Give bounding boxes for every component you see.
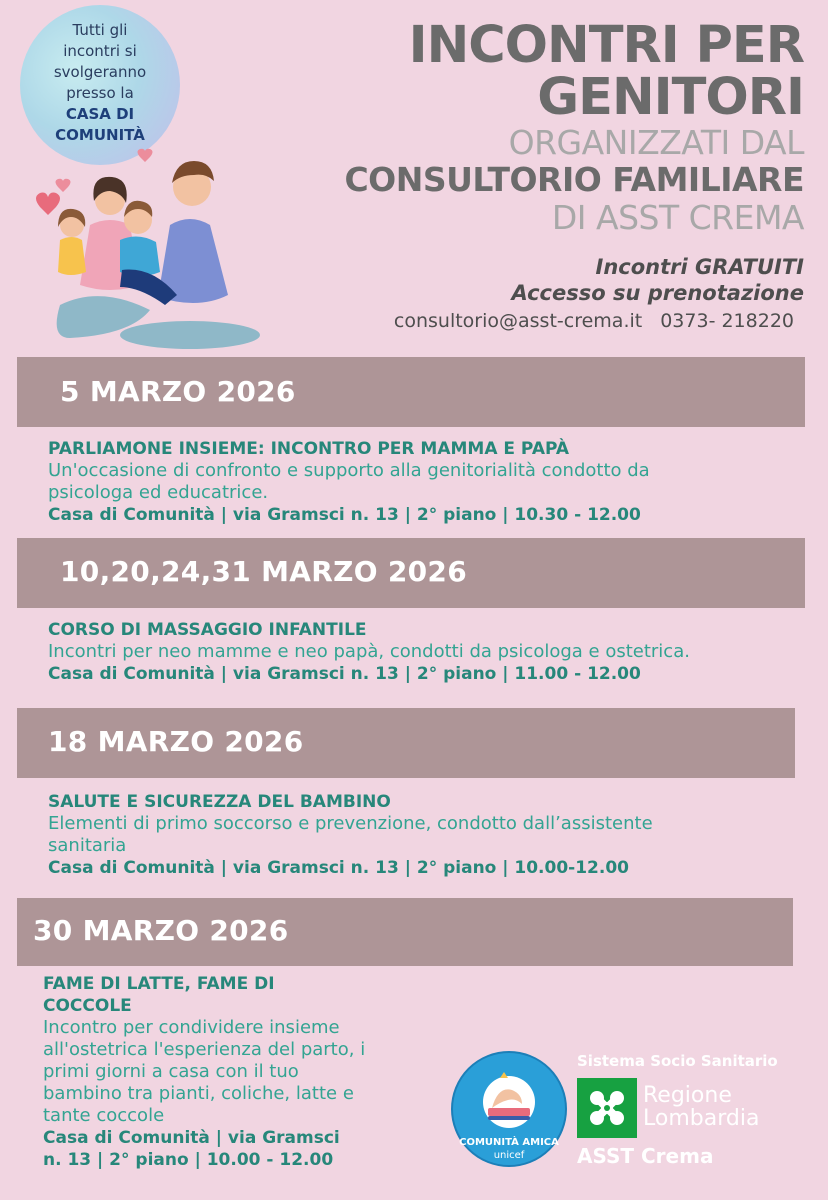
event-desc: Un'occasione di confronto e supporto alla genitorialità condotto da bbox=[48, 460, 650, 481]
main-title-line2: GENITORI bbox=[537, 68, 804, 127]
free-label: Incontri GRATUITI bbox=[595, 255, 804, 279]
bubble-line: svolgeranno bbox=[53, 63, 147, 81]
info-bubble-text bbox=[20, 20, 180, 146]
lombardia-rose-icon bbox=[577, 1078, 637, 1138]
event-block bbox=[48, 619, 818, 685]
event-date: 10,20,24,31 MARZO 2026 bbox=[60, 555, 467, 588]
bubble-line: presso la bbox=[66, 84, 134, 102]
event-location: Casa di Comunità | via Gramsci bbox=[43, 1128, 340, 1148]
event-block bbox=[48, 438, 818, 526]
bubble-strong: CASA DI bbox=[65, 105, 135, 123]
event-desc: tante coccole bbox=[43, 1105, 165, 1126]
event-desc: all'ostetrica l'esperienza del parto, i bbox=[43, 1039, 366, 1060]
event-date: 30 MARZO 2026 bbox=[33, 914, 289, 947]
asst-label: ASST Crema bbox=[577, 1144, 714, 1168]
contact-email[interactable]: consultorio@asst-crema.it bbox=[393, 310, 643, 332]
event-block bbox=[48, 791, 818, 879]
booking-label: Accesso su prenotazione bbox=[511, 281, 804, 305]
event-name: CORSO DI MASSAGGIO INFANTILE bbox=[48, 620, 367, 640]
family-illustration-icon bbox=[20, 145, 270, 355]
event-desc: primi giorni a casa con il tuo bbox=[43, 1061, 299, 1082]
sistema-label: Sistema Socio Sanitario bbox=[577, 1052, 778, 1070]
event-desc: Incontro per condividere insieme bbox=[43, 1017, 340, 1038]
event-desc: psicologa ed educatrice. bbox=[48, 482, 269, 503]
regione-lombardia-logo bbox=[575, 1050, 805, 1175]
event-desc: sanitaria bbox=[48, 835, 127, 856]
subtitle-line2: CONSULTORIO FAMILIARE bbox=[344, 160, 804, 199]
comunita-amica-logo-icon bbox=[450, 1050, 568, 1168]
event-location: Casa di Comunità | via Gramsci n. 13 | 2° piano | 11.00 - 12.00 bbox=[48, 664, 641, 684]
event-location: n. 13 | 2° piano | 10.00 - 12.00 bbox=[43, 1150, 334, 1170]
event-block bbox=[43, 973, 423, 1171]
subtitle-line3: DI ASST CREMA bbox=[551, 198, 804, 237]
event-desc: bambino tra pianti, coliche, latte e bbox=[43, 1083, 354, 1104]
regione-line1: Regione bbox=[643, 1083, 732, 1108]
free-info bbox=[511, 254, 804, 306]
event-name: FAME DI LATTE, FAME DI bbox=[43, 974, 275, 994]
event-name: SALUTE E SICUREZZA DEL BAMBINO bbox=[48, 792, 391, 812]
main-title-line1: INCONTRI PER bbox=[408, 16, 804, 75]
regione-line2: Lombardia bbox=[643, 1106, 760, 1131]
event-date: 18 MARZO 2026 bbox=[48, 725, 304, 758]
bubble-line: Tutti gli bbox=[72, 21, 128, 39]
logo-text: unicef bbox=[493, 1150, 525, 1161]
event-desc: Incontri per neo mamme e neo papà, condotti da psicologa e ostetrica. bbox=[48, 641, 690, 662]
event-location: Casa di Comunità | via Gramsci n. 13 | 2° piano | 10.00-12.00 bbox=[48, 858, 630, 878]
contact-phone[interactable]: 0373- 218220 bbox=[660, 310, 794, 332]
event-name: PARLIAMONE INSIEME: INCONTRO PER MAMMA E PAPÀ bbox=[48, 439, 570, 459]
logo-text: COMUNITÀ AMICA bbox=[459, 1137, 559, 1148]
event-name: COCCOLE bbox=[43, 996, 132, 1016]
event-desc: Elementi di primo soccorso e prevenzione, condotto dall’assistente bbox=[48, 813, 653, 834]
regione-name bbox=[643, 1084, 759, 1130]
bubble-line: incontri si bbox=[63, 42, 137, 60]
bubble-strong: COMUNITÀ bbox=[55, 126, 145, 144]
subtitle-line1: ORGANIZZATI DAL bbox=[508, 123, 804, 162]
contact-line bbox=[394, 310, 794, 332]
title-block bbox=[344, 16, 804, 237]
event-date: 5 MARZO 2026 bbox=[60, 375, 296, 408]
event-location: Casa di Comunità | via Gramsci n. 13 | 2° piano | 10.30 - 12.00 bbox=[48, 505, 641, 525]
